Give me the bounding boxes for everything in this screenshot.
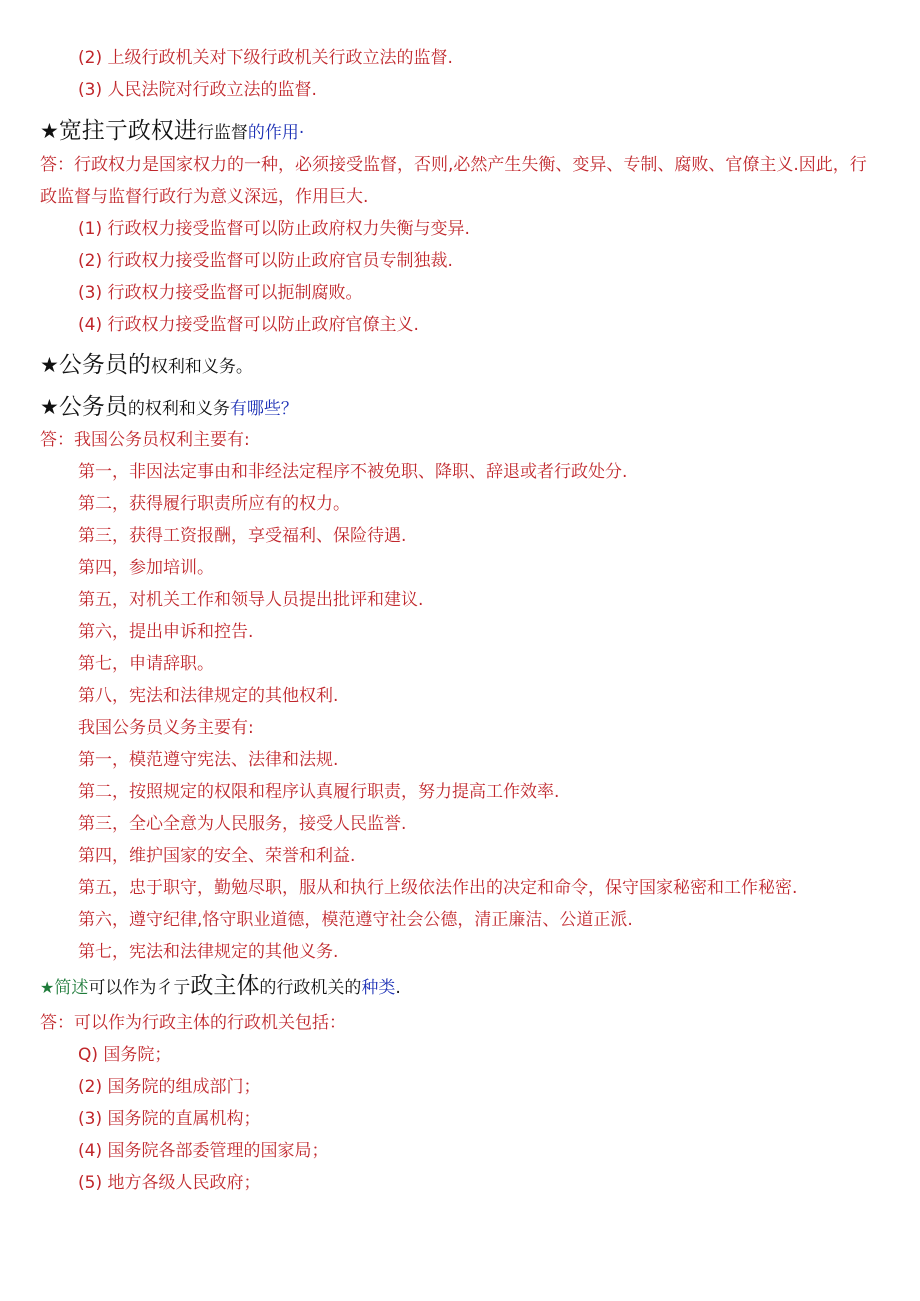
list-item: (2) 国务院的组成部门； xyxy=(78,1077,261,1097)
star-icon: ★ xyxy=(40,353,59,377)
list-item: (1) 行政权力接受监督可以防止政府权力失衡与变异. xyxy=(78,219,470,239)
heading-blue-text: 种类 xyxy=(361,978,396,998)
star-icon: ★ xyxy=(40,395,59,419)
section-heading-rights-duties xyxy=(40,354,253,377)
list-item: 第一，非因法定事由和非经法定程序不被免职、降职、辞退或者行政处分. xyxy=(78,462,628,482)
heading-text-a: 可以作为彳亍 xyxy=(88,978,191,998)
heading-big-text: 公务员 xyxy=(58,394,128,420)
list-item: 第四，参加培训。 xyxy=(78,558,214,578)
list-item: 第七，宪法和法律规定的其他义务. xyxy=(78,942,339,962)
intro-line-1: (2) 上级行政机关对下级行政机关行政立法的监督. xyxy=(78,48,453,68)
rights-intro-text: 我国公务员权利主要有: xyxy=(74,430,250,450)
list-item: (3) 国务院的直属机构； xyxy=(78,1109,261,1129)
answer-line-1: 答：行政权力是国家权力的一种，必须接受监督，否则,必然产生失衡、变异、专制、腐败、官僚主义.因此，行 xyxy=(40,155,867,175)
list-item: 第五，对机关工作和领导人员提出批评和建议. xyxy=(78,590,424,610)
list-item: (4) 国务院各部委管理的国家局； xyxy=(78,1141,329,1161)
heading-small-text: 行监督 xyxy=(196,123,248,143)
list-item: (4) 行政权力接受监督可以防止政府官僚主义. xyxy=(78,315,419,335)
list-item: 第六，遵守纪律,恪守职业道德，模范遵守社会公德，清正廉洁、公道正派. xyxy=(78,910,633,930)
section-heading-rights-question xyxy=(40,396,298,419)
list-item: 第二，获得履行职责所应有的权力。 xyxy=(78,494,350,514)
heading-end: . xyxy=(395,978,401,998)
heading-blue-text: 的作用· xyxy=(247,123,305,143)
list-item: 第七，申请辞职。 xyxy=(78,654,214,674)
list-item: 第三，获得工资报酬，享受福利、保险待遇. xyxy=(78,526,407,546)
intro-line-2: (3) 人民法院对行政立法的监督. xyxy=(78,80,317,100)
heading-small-text: 的权利和义务 xyxy=(127,399,230,419)
list-item: 第五，忠于职守，勤勉尽职，服从和执行上级依法作出的决定和命令，保守国家秘密和工作秘密. xyxy=(78,878,798,898)
list-item: 第四，维护国家的安全、荣誉和利益. xyxy=(78,846,356,866)
duties-intro: 我国公务员义务主要有: xyxy=(78,718,254,738)
agency-answer: 答：可以作为行政主体的行政机关包括： xyxy=(40,1013,346,1033)
list-item: 第八，宪法和法律规定的其他权利. xyxy=(78,686,339,706)
heading-green-text: 简述 xyxy=(54,978,89,998)
rights-intro xyxy=(40,432,250,449)
list-item: 第三，全心全意为人民服务，接受人民监誉. xyxy=(78,814,407,834)
section-heading-agency-types xyxy=(40,975,401,998)
list-item: (3) 行政权力接受监督可以扼制腐败。 xyxy=(78,283,363,303)
star-icon: ★ xyxy=(40,119,59,143)
heading-big-text: 公务员的 xyxy=(58,352,151,378)
list-item: 第一，模范遵守宪法、法律和法规. xyxy=(78,750,339,770)
list-item: (2) 行政权力接受监督可以防止政府官员专制独裁. xyxy=(78,251,453,271)
heading-big-text: 政主体 xyxy=(190,973,260,999)
answer-line-2: 政监督与监督行政行为意义深远，作用巨大. xyxy=(40,187,369,207)
heading-blue-text: 有哪些？ xyxy=(229,399,298,419)
answer-prefix: 答： xyxy=(40,430,74,450)
list-item: 第六，提出申诉和控告. xyxy=(78,622,254,642)
list-item: 第二，按照规定的权限和程序认真履行职责，努力提高工作效率. xyxy=(78,782,560,802)
heading-text-b: 的行政机关的 xyxy=(259,978,362,998)
heading-big-text: 宽拄亍政权进 xyxy=(58,118,197,144)
list-item: (5) 地方各级人民政府； xyxy=(78,1173,261,1193)
heading-small-text: 权利和义务。 xyxy=(150,357,253,377)
section-heading-supervision xyxy=(40,120,304,143)
star-icon: ★ xyxy=(40,978,55,997)
list-item: Q) 国务院； xyxy=(78,1045,172,1065)
